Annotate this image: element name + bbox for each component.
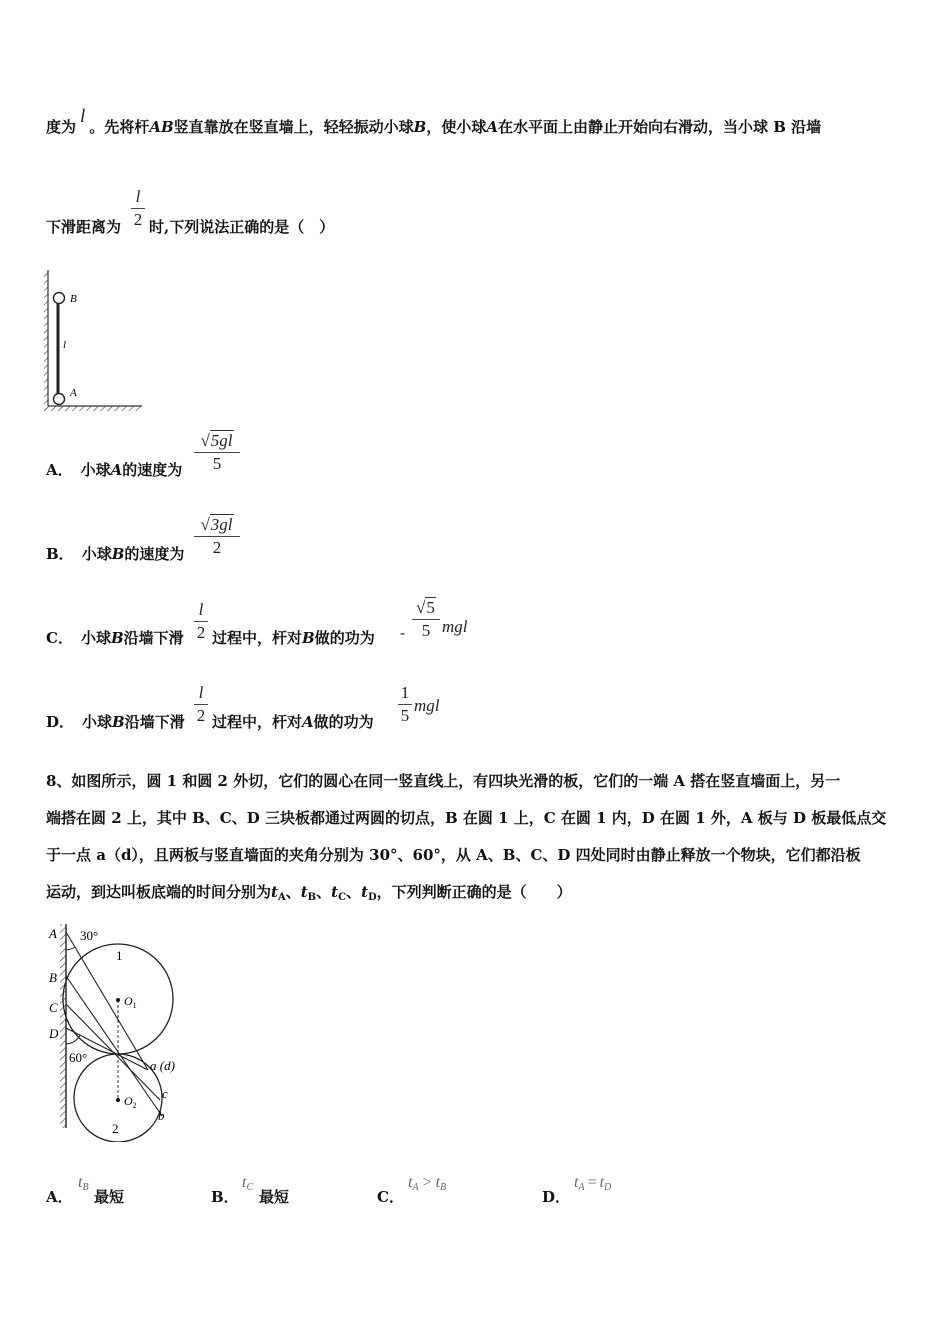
comparison-operator: = [587,1174,597,1191]
p7-distance-fraction [131,187,145,230]
radicand: 3gl [210,515,233,534]
option-object: B [111,545,125,563]
mgl-term: mgl [414,696,440,715]
minus-sign: - [400,624,406,642]
p7-line2 [46,216,121,237]
p7-ball-a: A [486,118,498,136]
frac-den: 5 [400,706,410,725]
frac-den: 5 [421,621,431,640]
p7-option-c-coefficient [412,598,440,641]
separator: 、 [346,883,362,901]
time-subscript: A [277,892,286,903]
label-b-end: b [158,1108,165,1123]
separator: 、 [285,883,301,901]
p7-option-d-distance [194,683,208,726]
p7-option-d [46,711,185,732]
option-text: 最短 [94,1188,125,1206]
frac-bar [194,621,208,622]
option-text: 做的功为 [313,713,374,731]
ball-b [54,293,65,304]
p7-length-symbol: l [80,106,86,127]
p7-option-a-value [194,431,240,474]
option-text: 小球 [80,461,111,479]
label-b: B [49,970,57,985]
time-symbol: t [242,1174,247,1191]
p7-question: 时,下列说法正确的是（ ） [149,218,335,236]
frac-bar [194,452,240,453]
time-symbol: t [300,883,308,901]
time-subscript: D [368,892,377,903]
p8-option-a-expr [78,1174,89,1193]
center-o1 [116,998,120,1002]
p8-question: ，下列判断正确的是（ ） [376,883,572,901]
p7-option-c-mgl [442,617,468,637]
frac-num: √5gl [200,431,233,450]
frac-num: l [198,683,204,702]
option-text: 沿墙下滑 [124,713,185,731]
frac-bar [194,704,208,705]
p7-text: ，使小球 [426,118,487,136]
p8-option-b-expr [242,1174,253,1193]
p8-option-d-expr [574,1174,611,1193]
label-60deg: 60° [69,1050,88,1065]
time-subscript: B [307,892,317,903]
label-o1: $O_1$ [124,994,137,1010]
option-text: 小球 [81,545,112,563]
time-subscript: B [82,1182,89,1193]
p7-line2-tail [149,216,334,237]
label-b: B [70,293,77,305]
p8-option-c [377,1186,404,1207]
p7-text: 度为 [46,118,77,136]
mgl-term: mgl [442,617,468,636]
p8-circles-boards-figure [44,920,204,1142]
label-c-end: c [162,1086,168,1101]
option-object: B [112,713,125,731]
frac-num: l [135,187,141,206]
option-letter: B． [46,545,74,563]
frac-bar [412,619,440,620]
angle-30-arc [66,947,75,950]
radicand: 5gl [210,431,233,450]
option-letter: B． [211,1188,239,1206]
option-letter: C． [377,1188,404,1206]
time-subscript: A [412,1182,419,1193]
label-o2: $O_2$ [124,1094,137,1110]
time-subscript: D [604,1182,612,1193]
frac-den: 2 [196,623,206,642]
time-symbol: t [78,1174,83,1191]
frac-num: 1 [400,683,410,702]
p7-option-c [46,627,184,648]
option-text: 的速度为 [124,545,185,563]
label-a: A [70,387,77,399]
p7-line1 [46,106,822,138]
time-symbol: t [331,883,339,901]
floor-hatch [44,406,142,411]
time-symbol: t [271,883,278,901]
option-letter: A． [46,461,73,479]
p7-rod-label: AB [149,118,174,136]
wall-hatch [60,924,66,1128]
p8-text: 运动，到达叫板底端的时间分别为 [46,883,272,901]
time-symbol: t [435,1174,441,1191]
frac-num: √3gl [200,515,233,534]
frac-den: 2 [196,706,206,725]
p8-option-a [46,1186,73,1207]
p8-option-b-text [259,1186,289,1207]
frac-bar [194,536,240,537]
p7-option-c-tail [212,627,375,648]
option-text: 过程中，杆对 [212,629,303,647]
option-letter: D． [46,713,75,731]
p7-option-d-coefficient [398,683,412,726]
time-subscript: A [578,1182,585,1193]
p7-option-c-distance [194,600,208,643]
frac-bar [131,208,145,209]
frac-num: l [198,600,204,619]
p7-rod-wall-figure [40,266,150,416]
option-letter: D． [542,1188,571,1206]
p8-text: 8、如图所示，圆 1 和圆 2 外切，它们的圆心在同一竖直线上，有四块光滑的板，它们的一端 A 搭在竖直墙面上，另一 [46,772,841,790]
option-letter: C． [46,629,73,647]
frac-den: 2 [212,538,222,557]
time-symbol: t [408,1174,413,1191]
separator: 、 [316,883,332,901]
radicand: 5 [426,598,435,617]
time-subscript: B [440,1182,447,1193]
comparison-operator: > [422,1174,432,1191]
option-object: A [302,713,314,731]
p8-text: 端搭在圆 2 上，其中 B、C、D 三块板都通过两圆的切点，B 在圆 1 上，C 在圆 1 内，D 在圆 1 外，A 板与 D 板最低点交 [46,809,887,827]
center-o2 [116,1098,120,1102]
p7-text: 下滑距离为 [46,218,122,236]
label-l: l [63,339,67,351]
option-object: A [110,461,123,479]
label-circle-2: 2 [112,1121,119,1136]
option-text: 沿墙下滑 [123,629,184,647]
label-c: C [49,1000,58,1015]
option-text: 过程中，杆对 [212,713,303,731]
label-30deg: 30° [80,928,99,943]
time-subscript: C [246,1182,254,1193]
p7-text: 在水平面上由静止开始向右滑动，当小球 B 沿墙 [498,118,822,136]
p8-text: 于一点 a（d），且两板与竖直墙面的夹角分别为 30°、60°，从 A、B、C、D 四处同时由静止释放一个物块，它们都沿板 [46,846,861,864]
p8-line3 [46,844,861,865]
option-text: 小球 [82,713,113,731]
frac-den: 5 [212,454,222,473]
label-d: D [49,1026,59,1041]
option-letter: A． [46,1188,73,1206]
p7-text: 竖直靠放在竖直墙上，轻轻振动小球 [173,118,414,136]
ball-a [54,394,65,405]
frac-bar [398,704,412,705]
option-text: 最短 [259,1188,290,1206]
label-circle-1: 1 [116,948,123,963]
frac-den: 2 [133,210,143,229]
p7-ball-b: B [413,118,427,136]
p7-option-b [46,543,184,564]
option-text: 小球 [80,629,111,647]
frac-num: √5 [416,598,435,617]
time-symbol: t [361,883,368,901]
p7-option-c-sign [400,624,405,642]
p8-option-a-text [94,1186,124,1207]
p8-line4 [46,881,572,903]
p7-option-b-value [194,515,240,558]
p8-option-c-expr [408,1174,446,1193]
p7-option-a [46,459,182,480]
p8-option-b [211,1186,239,1207]
label-a-d: a (d) [150,1058,175,1073]
time-symbol: t [599,1174,605,1191]
option-object: B [110,629,124,647]
time-symbol: t [574,1174,579,1191]
p7-text: 。先将杆 [89,118,150,136]
option-text: 做的功为 [314,629,375,647]
label-a: A [49,926,57,941]
p8-line2 [46,807,886,828]
option-object: B [302,629,315,647]
option-text: 的速度为 [122,461,183,479]
p8-line1 [46,770,840,791]
p8-option-d [542,1186,570,1207]
time-subscript: C [338,892,347,903]
p7-option-d-tail [212,711,374,732]
p7-option-d-mgl [414,696,440,716]
